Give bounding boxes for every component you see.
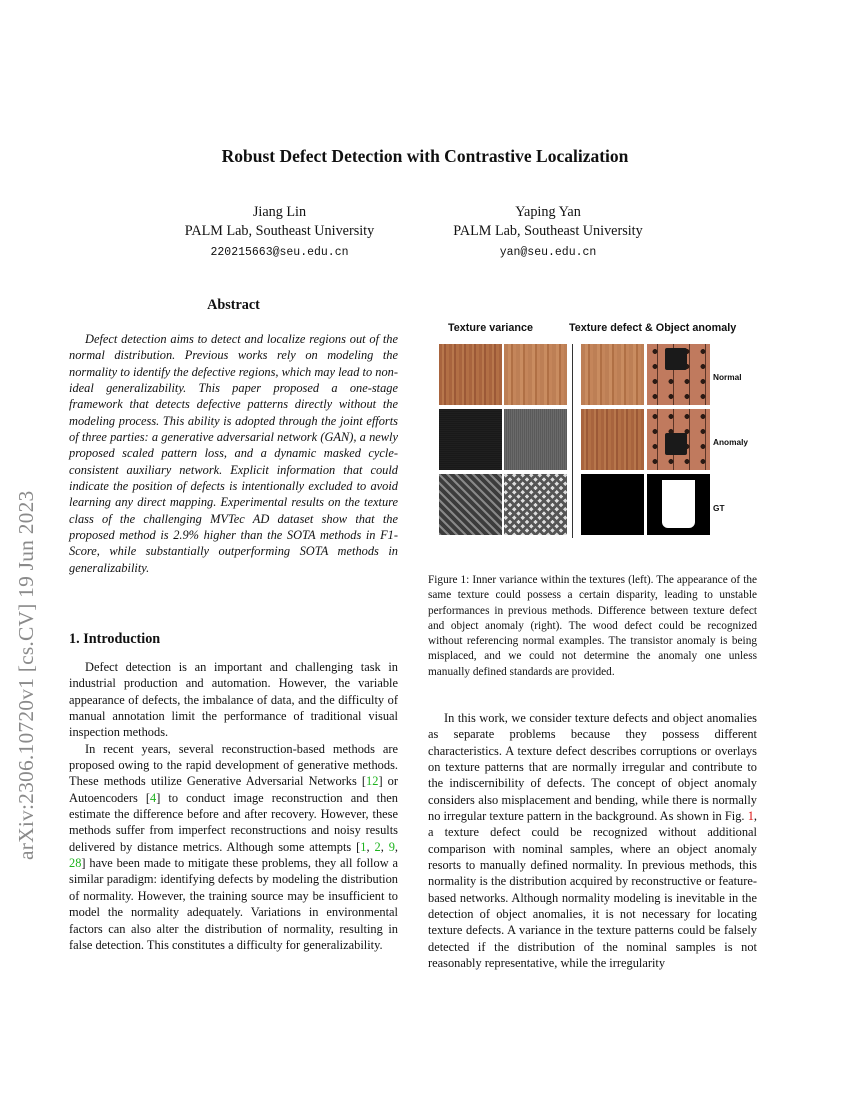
row-label-anomaly: Anomaly <box>713 437 749 447</box>
grid-texture-image <box>504 474 567 535</box>
arxiv-identifier: arXiv:2306.10720v1 [cs.CV] 19 Jun 2023 <box>14 490 38 860</box>
author-affiliation: PALM Lab, Southeast University <box>184 223 375 239</box>
author-email: yan@seu.edu.cn <box>499 246 597 259</box>
text: In recent years, several reconstruction-based methods are proposed owing to the rapid development of generative methods. These methods utilize Generative Adversarial Networks [ <box>69 741 398 789</box>
text: , a texture defect could be recognized without additional comparison with nominal samples, where an object anomaly resorts to manually defined normality. In previous methods, this normality is the distribution acquired by reconstructive or feature-based networks. Although normality modeling is inevitable in the detection of object anomalies, it is not necessary for locating texture defects. A variance in the texture patterns could be falsely detected if the distribution of the nominal samples is not reasonably representative, while the irregularity <box>428 809 757 971</box>
figure-ref-link[interactable]: 1 <box>747 809 754 824</box>
row-label-gt: GT <box>713 503 725 513</box>
author-2 <box>430 203 666 262</box>
author-1 <box>162 203 397 262</box>
right-column-body <box>428 710 757 972</box>
citation-link[interactable]: 9 <box>388 839 395 854</box>
abstract-text: Defect detection aims to detect and localize regions out of the normal distribution. Previous works rely on modeling the normality to identify the defective regions, which may lead to non-ideal generalizability. This paper proposed a one-stage framework that detects defective patterns directly without the modeling process. This ability is adopted through the joint efforts of three parties: a generative adversarial network (GAN), a newly proposed scaled pattern loss, and a dynamic masked cycle-consistent auxiliary network. Explicit information that could indicate the position of defects is intentionally excluded to avoid learning any direct mapping. Experimental results on the texture class of the challenging MVTec AD dataset show that the proposed method is 2.9% higher than the SOTA methods in F1-Score, while substantially outperforming SOTA methods in generalizability. <box>69 332 398 575</box>
transistor-normal-image <box>647 344 710 405</box>
text: ] to conduct image reconstruction and then estimate the difference before and after recovery. However, these methods suffer from imperfect reconstructions and noisy results delivered by distance metrics. Although some attempts [ <box>69 790 398 854</box>
introduction-body <box>69 659 398 953</box>
figure-divider <box>572 344 573 538</box>
author-email: 220215663@seu.edu.cn <box>210 246 349 259</box>
section-heading-introduction: 1. Introduction <box>69 631 161 647</box>
citation-link[interactable]: 2 <box>374 839 381 854</box>
text: ] have been made to mitigate these problems, they all follow a similar paradigm: identifying defects by modeling the distribution of normality. However, the training source may be insufficient to model the normality adequately. Variations in environmental factors can also alter the distribution of normality, resulting in false detection. This constitutes a difficulty for generalizability. <box>69 856 398 952</box>
transistor-ground-truth-mask <box>647 474 710 535</box>
abstract-heading: Abstract <box>207 297 260 313</box>
text: ] or Autoencoders [ <box>69 774 399 805</box>
paragraph <box>428 710 757 972</box>
citation-link[interactable]: 28 <box>69 856 82 871</box>
grid-texture-image <box>439 474 502 535</box>
figure-caption: Figure 1: Inner variance within the textures (left). The appearance of the same texture could possess a certain disparity, leading to unstable performances in previous methods. Difference between texture defect and object anomaly (right). The wood defect could be recognized without referencing normal examples. The transistor anomaly is being misplaced, and we could not determine the anomaly one unless manually defined standards are provided. <box>428 574 757 678</box>
citation-link[interactable]: 4 <box>150 790 157 805</box>
author-affiliation: PALM Lab, Southeast University <box>453 223 643 239</box>
paragraph <box>69 741 398 953</box>
text: , <box>380 839 389 854</box>
fabric-texture-image <box>439 409 502 470</box>
wood-texture-image <box>504 344 567 405</box>
figure-heading-right: Texture defect & Object anomaly <box>569 322 737 334</box>
fabric-texture-image <box>504 409 567 470</box>
citation-link[interactable]: 12 <box>366 774 379 789</box>
paragraph: Defect detection is an important and challenging task in industrial production and automation. However, the variable appearance of defects, the imbalance of data, and the difficulty of manual annotation limit the performance of traditional visual inspection methods. <box>69 660 398 740</box>
citation-link[interactable]: 1 <box>360 839 367 854</box>
wood-ground-truth-mask <box>581 474 644 535</box>
row-label-normal: Normal <box>713 372 742 382</box>
figure-heading-left: Texture variance <box>448 322 534 334</box>
abstract <box>69 331 398 576</box>
wood-anomaly-image <box>581 409 644 470</box>
author-name: Jiang Lin <box>252 204 307 220</box>
author-name: Yaping Yan <box>515 204 581 220</box>
paper-title: Robust Defect Detection with Contrastive Localization <box>221 146 629 166</box>
text: In this work, we consider texture defects and object anomalies as separate problems because they possess different characteristics. A texture defect describes corruptions or overlays on texture patterns that are normally irregular and contribute to the indiscernibility of defects. The concept of object anomaly considers also misplacement and bending, while there is normally no irregular texture pattern in the background. As shown in Fig. <box>428 711 757 824</box>
text: , <box>394 839 398 854</box>
transistor-anomaly-image <box>647 409 710 470</box>
wood-normal-image <box>581 344 644 405</box>
text: , <box>366 839 375 854</box>
wood-texture-image <box>439 344 502 405</box>
